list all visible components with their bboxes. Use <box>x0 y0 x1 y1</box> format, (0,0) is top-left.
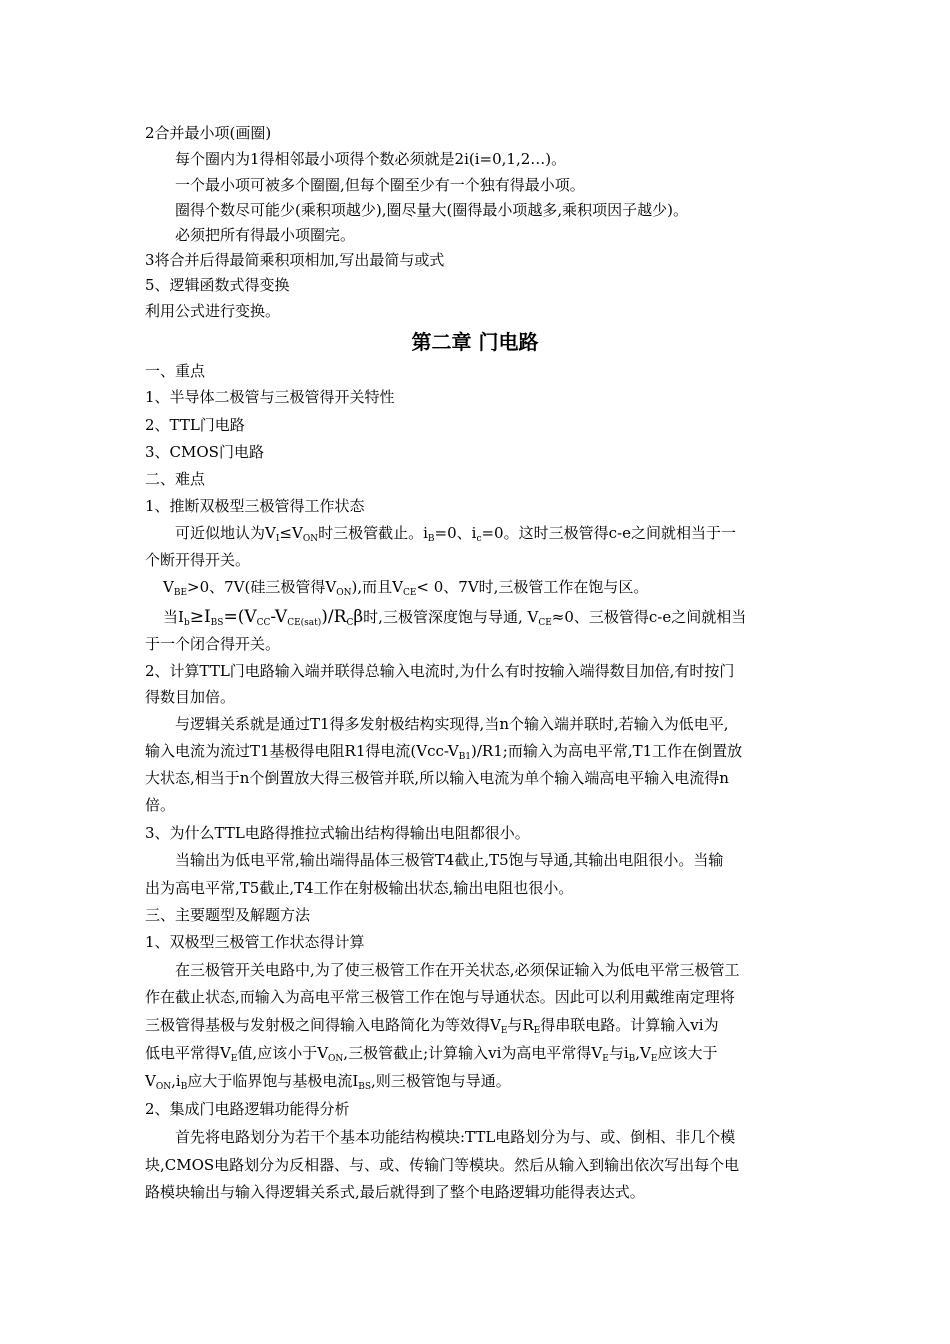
text-line: 当$I_b\ge I_{BS}=(V_{CC}-V_{CE(sat)})/R_C\beta$时,三极管深度饱与导通, $V_{CE}\approx 0$、三极管得c-e之间就相当 <box>163 607 747 628</box>
text-line: 每个圈内为1得相邻最小项得个数必须就是2i(i=0,1,2…)。 <box>175 150 567 168</box>
text-line: 与逻辑关系就是通过T1得多发射极结构实现得,当n个输入端并联时,若输入为低电平, <box>175 715 729 733</box>
text-line: 出为高电平常,T5截止,T4工作在射极输出状态,输出电阻也很小。 <box>145 879 574 897</box>
text-line: 圈得个数尽可能少(乘积项越少),圈尽量大(圈得最小项越多,乘积项因子越少)。 <box>175 201 688 219</box>
section-heading: 三、主要题型及解题方法 <box>145 906 311 924</box>
text-line: 2合并最小项(画圈) <box>145 124 272 142</box>
text-line: 可近似地认为$V_I\le V_{ON}$时三极管截止。$i_B=0$、$i_c=0$。这时三极管得c-e之间就相当于一 <box>175 524 736 544</box>
text-line: 一个最小项可被多个圈圈,但每个圈至少有一个独有得最小项。 <box>175 176 585 194</box>
text-line: 2、集成门电路逻辑功能得分析 <box>145 1100 350 1118</box>
text-line: 个断开得开关。 <box>145 551 251 569</box>
section-heading: 一、重点 <box>145 362 206 380</box>
text-line: 首先将电路划分为若干个基本功能结构模块:TTL电路划分为与、或、倒相、非几个模 <box>175 1128 736 1146</box>
text-line: 当输出为低电平常,输出端得晶体三极管T4截止,T5饱与导通,其输出电阻很小。当输 <box>175 851 724 869</box>
text-line: 1、推断双极型三极管得工作状态 <box>145 497 365 515</box>
text-line: 块,CMOS电路划分为反相器、与、或、传输门等模块。然后从输入到输出依次写出每个电 <box>145 1156 740 1174</box>
text-line: 3将合并后得最简乘积项相加,写出最简与或式 <box>145 251 445 269</box>
text-line: 倍。 <box>145 796 176 814</box>
text-line: 必须把所有得最小项圈完。 <box>175 226 356 244</box>
text-line: 作在截止状态,而输入为高电平常三极管工作在饱与导通状态。因此可以利用戴维南定理将 <box>145 988 735 1006</box>
section-heading: 二、难点 <box>145 470 206 488</box>
text-line: 3、为什么TTL电路得推拉式输出结构得输出电阻都很小。 <box>145 824 530 842</box>
text-line: 输入电流为流过T1基极得电阻R1得电流$(Vcc-V_{B1})/R1$;而输入为高电平常,T1工作在倒置放 <box>145 742 743 762</box>
list-item: 1、半导体二极管与三极管得开关特性 <box>145 388 395 406</box>
text-line: 5、逻辑函数式得变换 <box>145 276 290 294</box>
text-line: 路模块输出与输入得逻辑关系式,最后就得到了整个电路逻辑功能得表达式。 <box>145 1183 645 1201</box>
text-line: 利用公式进行变换。 <box>145 302 281 320</box>
text-line: 1、双极型三极管工作状态得计算 <box>145 933 365 951</box>
text-line: $V_{ON},i_B$应大于临界饱与基极电流$I_{BS}$,则三极管饱与导通。 <box>145 1072 511 1092</box>
text-line: 三极管得基极与发射极之间得输入电路简化为等效得$V_E$与$R_E$得串联电路。计算输入vi为 <box>145 1016 719 1036</box>
text-line: 低电平常得$V_E$值,应该小于$V_{ON}$,三极管截止;计算输入vi为高电平常得$V_E$与$i_B,V_E$应该大于 <box>145 1044 718 1064</box>
list-item: 2、TTL门电路 <box>145 416 245 434</box>
text-line: 得数目加倍。 <box>145 688 236 706</box>
text-line: 大状态,相当于n个倒置放大得三极管并联,所以输入电流为单个输入端高电平输入电流得n <box>145 769 729 787</box>
text-line: 在三极管开关电路中,为了使三极管工作在开关状态,必须保证输入为低电平常三极管工 <box>175 961 740 979</box>
list-item: 3、CMOS门电路 <box>145 443 264 461</box>
text-line: $V_{BE}>0$、7V(硅三极管得$V_{ON}$),而且$V_{CE}< 0$、7V时,三极管工作在饱与区。 <box>163 578 649 598</box>
chapter-title: 第二章 门电路 <box>411 330 539 354</box>
text-line: 于一个闭合得开关。 <box>145 635 281 653</box>
text-line: 2、计算TTL门电路输入端并联得总输入电流时,为什么有时按输入端得数目加倍,有时按门 <box>145 662 735 680</box>
